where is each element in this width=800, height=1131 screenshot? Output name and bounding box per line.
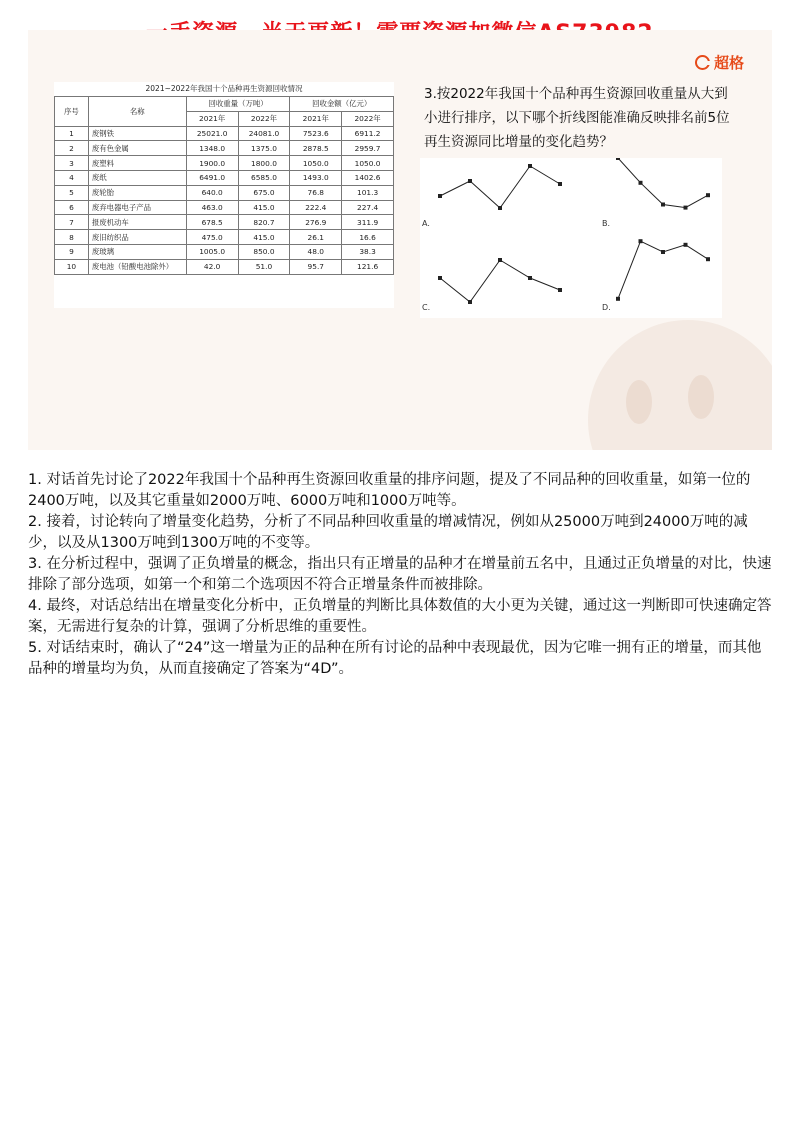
cell-index: 9 <box>55 244 89 259</box>
cell-weight-2021: 1005.0 <box>186 244 238 259</box>
option-line-3 <box>440 260 560 302</box>
mascot-eye <box>688 375 714 419</box>
option-point <box>498 206 502 210</box>
cell-weight-2022: 24081.0 <box>238 126 290 141</box>
option-point <box>639 181 643 185</box>
option-point <box>684 206 688 210</box>
cell-name: 废弃电器电子产品 <box>88 200 186 215</box>
cell-weight-2021: 678.5 <box>186 215 238 230</box>
cell-weight-2021: 640.0 <box>186 185 238 200</box>
option-point <box>616 297 620 301</box>
logo-text: 超格 <box>713 54 744 72</box>
header-amount: 回收金额（亿元） <box>290 97 394 112</box>
table-title: 2021~2022年我国十个品种再生资源回收情况 <box>145 84 303 93</box>
header-year: 2021年 <box>186 111 238 126</box>
option-label[interactable]: C. <box>422 303 431 312</box>
cell-index: 3 <box>55 156 89 171</box>
option-point <box>558 288 562 292</box>
header-name: 名称 <box>88 97 186 127</box>
cell-amount-2022: 227.4 <box>342 200 394 215</box>
cell-amount-2022: 101.3 <box>342 185 394 200</box>
cell-amount-2021: 95.7 <box>290 259 342 274</box>
cell-weight-2022: 51.0 <box>238 259 290 274</box>
cell-name: 报废机动车 <box>88 215 186 230</box>
question-line: 3.按2022年我国十个品种再生资源回收重量从大到 <box>424 86 728 102</box>
brand-logo <box>695 52 744 73</box>
cell-amount-2022: 1050.0 <box>342 156 394 171</box>
cell-amount-2022: 2959.7 <box>342 141 394 156</box>
table-row <box>55 126 394 141</box>
option-point <box>661 203 665 207</box>
table-row <box>55 259 394 274</box>
cell-weight-2021: 463.0 <box>186 200 238 215</box>
cell-amount-2022: 6911.2 <box>342 126 394 141</box>
option-point <box>558 182 562 186</box>
cell-weight-2021: 1348.0 <box>186 141 238 156</box>
question-line: 再生资源同比增量的变化趋势？ <box>424 134 613 150</box>
cell-name: 废塑料 <box>88 156 186 171</box>
cell-amount-2022: 16.6 <box>342 230 394 245</box>
cell-weight-2021: 475.0 <box>186 230 238 245</box>
summary-section <box>28 470 772 680</box>
cell-name: 废钢铁 <box>88 126 186 141</box>
option-label[interactable]: B. <box>602 219 611 228</box>
cell-name: 废旧纺织品 <box>88 230 186 245</box>
cell-index: 6 <box>55 200 89 215</box>
table-row <box>55 200 394 215</box>
cell-weight-2022: 1800.0 <box>238 156 290 171</box>
table-row <box>55 230 394 245</box>
cell-weight-2021: 25021.0 <box>186 126 238 141</box>
cell-weight-2021: 42.0 <box>186 259 238 274</box>
header-year: 2022年 <box>238 111 290 126</box>
option-point <box>528 276 532 280</box>
option-label[interactable]: D. <box>602 303 611 312</box>
cell-weight-2021: 1900.0 <box>186 156 238 171</box>
question-line: 小进行排序，以下哪个折线图能准确反映排名前5位 <box>424 110 730 126</box>
cell-name: 废电池（铅酸电池除外） <box>88 259 186 274</box>
cell-amount-2022: 311.9 <box>342 215 394 230</box>
option-line-2 <box>618 158 708 208</box>
cell-weight-2022: 415.0 <box>238 230 290 245</box>
table-row <box>55 141 394 156</box>
question-text <box>424 82 764 154</box>
answer-options-charts <box>420 158 722 318</box>
cell-weight-2021: 6491.0 <box>186 170 238 185</box>
cell-name: 废纸 <box>88 170 186 185</box>
table-row <box>55 170 394 185</box>
cell-weight-2022: 6585.0 <box>238 170 290 185</box>
cell-amount-2021: 76.8 <box>290 185 342 200</box>
option-point <box>498 258 502 262</box>
cell-index: 7 <box>55 215 89 230</box>
mascot-watermark <box>588 320 772 450</box>
cell-name: 废轮胎 <box>88 185 186 200</box>
option-point <box>639 239 643 243</box>
cell-amount-2022: 121.6 <box>342 259 394 274</box>
cell-amount-2021: 1493.0 <box>290 170 342 185</box>
summary-item: 4. 最终，对话总结出在增量变化分析中，正负增量的判断比具体数值的大小更为关键，通过这一判断即可快速确定答案，无需进行复杂的计算，强调了分析思维的重要性。 <box>28 598 772 635</box>
header-year: 2021年 <box>290 111 342 126</box>
cell-amount-2021: 222.4 <box>290 200 342 215</box>
cell-amount-2021: 276.9 <box>290 215 342 230</box>
option-label[interactable]: A. <box>422 219 430 228</box>
cell-amount-2021: 26.1 <box>290 230 342 245</box>
cell-index: 2 <box>55 141 89 156</box>
option-line-4 <box>618 241 708 299</box>
cell-weight-2022: 675.0 <box>238 185 290 200</box>
option-point <box>468 179 472 183</box>
table-row <box>55 156 394 171</box>
option-point <box>684 243 688 247</box>
option-point <box>706 257 710 261</box>
cell-index: 8 <box>55 230 89 245</box>
summary-item: 1. 对话首先讨论了2022年我国十个品种再生资源回收重量的排序问题，提及了不同品种的回收重量，如第一位的2400万吨，以及其它重量如2000万吨、6000万吨和1000万吨等。 <box>28 472 751 509</box>
cell-amount-2021: 48.0 <box>290 244 342 259</box>
cell-amount-2022: 38.3 <box>342 244 394 259</box>
cell-index: 1 <box>55 126 89 141</box>
cell-weight-2022: 820.7 <box>238 215 290 230</box>
table-row <box>55 215 394 230</box>
cell-index: 4 <box>55 170 89 185</box>
option-point <box>528 164 532 168</box>
table-row <box>55 244 394 259</box>
cell-index: 5 <box>55 185 89 200</box>
summary-item: 2. 接着，讨论转向了增量变化趋势，分析了不同品种回收重量的增减情况，例如从25000万吨到24000万吨的减少，以及从1300万吨到1300万吨的不变等。 <box>28 514 748 551</box>
data-table-panel <box>54 82 394 308</box>
cell-weight-2022: 1375.0 <box>238 141 290 156</box>
summary-item: 3. 在分析过程中，强调了正负增量的概念，指出只有正增量的品种才在增量前五名中，且通过正负增量的对比，快速排除了部分选项，如第一个和第二个选项因不符合正增量条件而被排除。 <box>28 556 772 593</box>
option-point <box>438 276 442 280</box>
logo-icon <box>695 55 710 70</box>
recycling-table <box>54 96 394 275</box>
option-point <box>706 193 710 197</box>
cell-amount-2021: 7523.6 <box>290 126 342 141</box>
slide-image <box>28 30 772 450</box>
cell-weight-2022: 415.0 <box>238 200 290 215</box>
table-row <box>55 185 394 200</box>
header-weight: 回收重量（万吨） <box>186 97 290 112</box>
option-point <box>468 300 472 304</box>
header-index: 序号 <box>55 97 89 127</box>
option-point <box>438 194 442 198</box>
option-point <box>661 250 665 254</box>
option-point <box>616 158 620 160</box>
cell-index: 10 <box>55 259 89 274</box>
options-svg <box>420 158 722 318</box>
mascot-eye <box>626 380 652 424</box>
cell-weight-2022: 850.0 <box>238 244 290 259</box>
cell-amount-2021: 2878.5 <box>290 141 342 156</box>
option-line-1 <box>440 166 560 208</box>
cell-amount-2021: 1050.0 <box>290 156 342 171</box>
header-year: 2022年 <box>342 111 394 126</box>
cell-name: 废玻璃 <box>88 244 186 259</box>
cell-amount-2022: 1402.6 <box>342 170 394 185</box>
cell-name: 废有色金属 <box>88 141 186 156</box>
summary-item: 5. 对话结束时，确认了“24”这一增量为正的品种在所有讨论的品种中表现最优，因为它唯一拥有正的增量，而其他品种的增量均为负，从而直接确定了答案为“4D”。 <box>28 640 762 677</box>
